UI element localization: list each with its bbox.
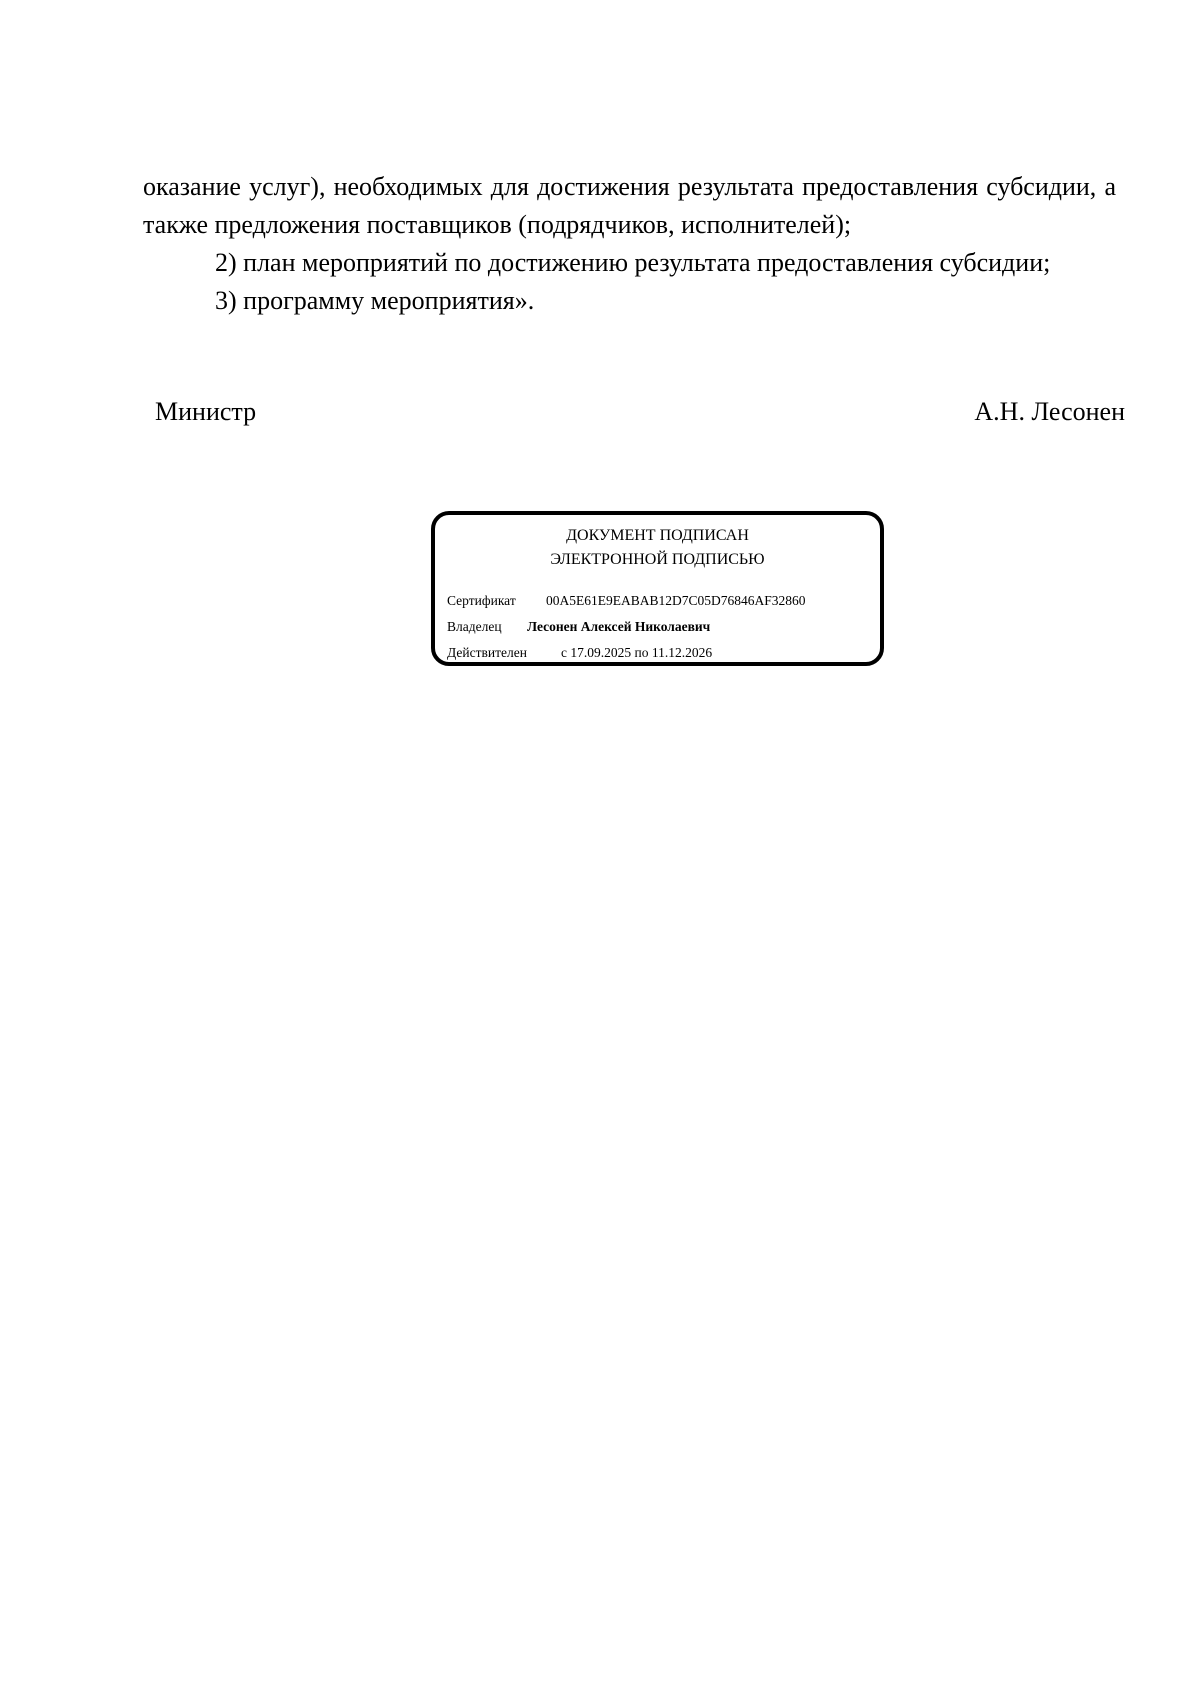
owner-label: Владелец [447,619,502,634]
stamp-heading-line2: ЭЛЕКТРОННОЙ ПОДПИСЬЮ [550,551,765,568]
certificate-value: 00A5E61E9EABAB12D7C05D76846AF32860 [546,593,806,608]
paragraph-item-3: 3) программу мероприятия». [215,286,535,315]
owner-value: Лесонен Алексей Николаевич [527,619,711,634]
paragraph-item-2: 2) план мероприятий по достижению результата предоставления субсидии; [215,248,1051,277]
paragraph-continuation: оказание услуг), необходимых для достижения результата предоставления субсидии, а также предложения поставщиков (подрядчиков, исполнителей); [143,172,1116,239]
signatory-name: А.Н. Лесонен [974,397,1125,426]
stamp-heading-line1: ДОКУМЕНТ ПОДПИСАН [566,527,749,544]
document-body [143,168,1116,320]
signatory-title: Министр [155,397,257,426]
stamp-heading [435,524,880,572]
stamp-owner-row [447,617,710,637]
certificate-label: Сертификат [447,593,516,608]
validity-label: Действителен [447,645,527,660]
stamp-validity-row [447,643,712,663]
electronic-signature-stamp [431,511,884,666]
stamp-certificate-row [447,591,806,611]
validity-value: с 17.09.2025 по 11.12.2026 [561,645,713,660]
